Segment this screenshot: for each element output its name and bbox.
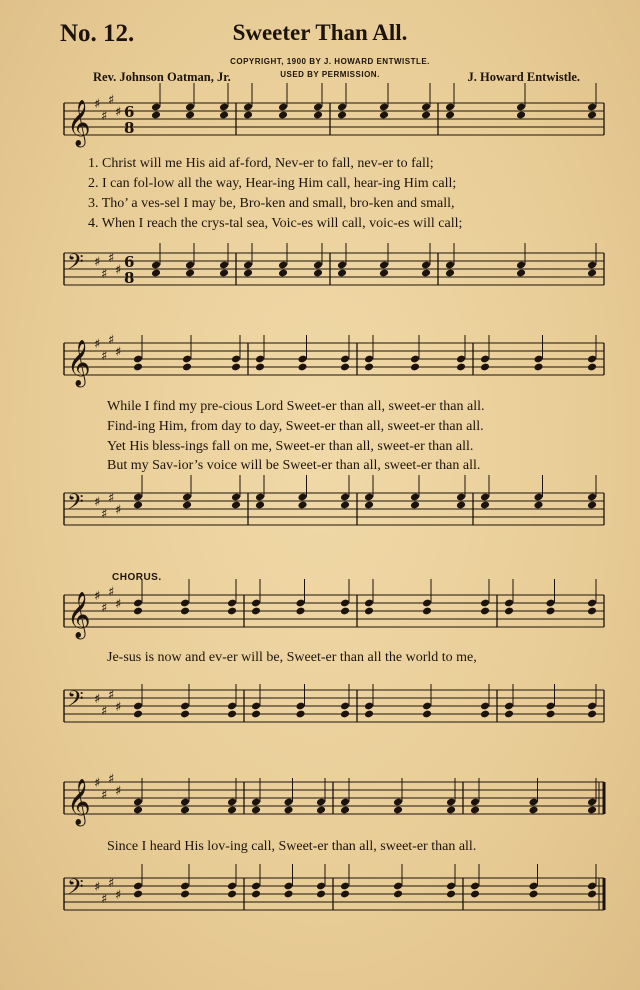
note-head [180, 890, 190, 899]
note-head [393, 806, 403, 815]
sharp-icon: ♯ [94, 255, 101, 270]
hymn-number: No. 12. [60, 20, 135, 47]
treble-clef-icon: 𝄞 [67, 100, 91, 146]
note-head [316, 806, 326, 815]
sharp-icon: ♯ [101, 788, 108, 803]
sharp-icon: ♯ [101, 892, 108, 907]
sharp-icon: ♯ [94, 692, 101, 707]
treble-clef-icon: 𝄞 [67, 779, 91, 825]
note-head [422, 710, 432, 719]
note-head [295, 607, 305, 616]
bass-clef-icon: 𝄢 [67, 490, 84, 520]
note-head [516, 111, 526, 120]
note-head [227, 710, 237, 719]
time-signature-bottom: 8 [124, 119, 135, 137]
note-head [185, 111, 195, 120]
note-head [251, 607, 261, 616]
note-head [151, 111, 161, 120]
note-head [133, 363, 143, 372]
note-head [313, 269, 323, 278]
lyricist-credit: Rev. Johnson Oatman, Jr. [93, 70, 231, 84]
verse-2-line-b: Find-ing Him, from day to day, Sweet-er than all, sweet-er than all. [107, 419, 484, 434]
note-head [182, 363, 192, 372]
note-head [133, 501, 143, 510]
hymn-title: Sweeter Than All. [232, 20, 408, 45]
note-head [340, 607, 350, 616]
bass-clef-icon: 𝄢 [67, 250, 84, 280]
note-head [545, 607, 555, 616]
note-head [219, 111, 229, 120]
note-head [283, 890, 293, 899]
note-head [364, 607, 374, 616]
note-head [587, 111, 597, 120]
sharp-icon: ♯ [94, 337, 101, 352]
sharp-icon: ♯ [115, 784, 122, 799]
sharp-icon: ♯ [94, 589, 101, 604]
note-head [587, 710, 597, 719]
note-head [504, 607, 514, 616]
note-head [185, 269, 195, 278]
note-head [364, 501, 374, 510]
note-head [516, 269, 526, 278]
note-head [528, 890, 538, 899]
sharp-icon: ♯ [115, 345, 122, 360]
sharp-icon: ♯ [108, 772, 115, 787]
verse-4-line-a: 4. When I reach the crys-tal sea, Voic-es will call, voic-es will call; [88, 216, 463, 231]
note-head [313, 111, 323, 120]
note-head [337, 111, 347, 120]
sharp-icon: ♯ [108, 251, 115, 266]
note-head [364, 710, 374, 719]
treble-clef-icon: 𝄞 [67, 340, 91, 386]
sharp-icon: ♯ [108, 688, 115, 703]
note-head [278, 269, 288, 278]
bass-clef-icon: 𝄢 [67, 687, 84, 717]
verse-1-line-a: 1. Christ will me His aid af-ford, Nev-er to fall, nev-er to fall; [88, 156, 434, 171]
copyright-line-1: COPYRIGHT, 1900 BY J. HOWARD ENTWISTLE. [230, 57, 430, 66]
note-head [219, 269, 229, 278]
sharp-icon: ♯ [101, 507, 108, 522]
sharp-icon: ♯ [115, 263, 122, 278]
note-head [379, 269, 389, 278]
time-signature-bottom: 8 [124, 269, 135, 287]
sharp-icon: ♯ [115, 888, 122, 903]
chorus-line-2: Since I heard His lov-ing call, Sweet-er than all, sweet-er than all. [107, 839, 477, 854]
note-head [340, 890, 350, 899]
note-head [251, 710, 261, 719]
sharp-icon: ♯ [108, 491, 115, 506]
note-head [480, 363, 490, 372]
sharp-icon: ♯ [101, 109, 108, 124]
sharp-icon: ♯ [115, 105, 122, 120]
note-head [456, 501, 466, 510]
sharp-icon: ♯ [94, 495, 101, 510]
chorus-line-1: Je-sus is now and ev-er will be, Sweet-er than all the world to me, [107, 650, 477, 665]
note-head [340, 806, 350, 815]
note-head [231, 363, 241, 372]
time-signature-top: 6 [124, 253, 135, 271]
note-head [295, 710, 305, 719]
sharp-icon: ♯ [94, 97, 101, 112]
note-head [227, 607, 237, 616]
sharp-icon: ♯ [108, 333, 115, 348]
verse-3-line-b: Yet His bless-ings fall on me, Sweet-er than all, sweet-er than all. [107, 439, 474, 454]
sharp-icon: ♯ [115, 700, 122, 715]
verse-4-line-b: But my Sav-ior’s voice will be Sweet-er than all, sweet-er than all. [107, 458, 481, 473]
note-head [379, 111, 389, 120]
note-head [133, 607, 143, 616]
sharp-icon: ♯ [101, 704, 108, 719]
note-head [283, 806, 293, 815]
note-head [545, 710, 555, 719]
note-head [587, 363, 597, 372]
sharp-icon: ♯ [108, 876, 115, 891]
note-head [445, 269, 455, 278]
sharp-icon: ♯ [94, 880, 101, 895]
note-head [180, 710, 190, 719]
note-head [480, 607, 490, 616]
note-head [255, 501, 265, 510]
note-head [446, 890, 456, 899]
note-head [587, 269, 597, 278]
note-head [528, 806, 538, 815]
bass-clef-icon: 𝄢 [67, 875, 84, 905]
note-head [316, 890, 326, 899]
note-head [421, 269, 431, 278]
note-head [533, 363, 543, 372]
note-head [297, 501, 307, 510]
sharp-icon: ♯ [108, 93, 115, 108]
note-head [151, 269, 161, 278]
note-head [180, 806, 190, 815]
note-head [587, 607, 597, 616]
note-head [456, 363, 466, 372]
composer-credit: J. Howard Entwistle. [467, 70, 580, 84]
time-signature-top: 6 [124, 103, 135, 121]
note-head [251, 806, 261, 815]
note-head [533, 501, 543, 510]
note-head [364, 363, 374, 372]
note-head [227, 806, 237, 815]
verse-2-line-a: 2. I can fol-low all the way, Hear-ing Him call, hear-ing Him call; [88, 176, 457, 191]
note-head [133, 710, 143, 719]
note-head [340, 501, 350, 510]
verse-3-line-a: 3. Tho’ a ves-sel I may be, Bro-ken and small, bro-ken and small, [88, 196, 455, 211]
note-head [180, 607, 190, 616]
note-head [480, 501, 490, 510]
note-head [504, 710, 514, 719]
note-head [480, 710, 490, 719]
treble-clef-icon: 𝄞 [67, 592, 91, 638]
note-head [133, 890, 143, 899]
note-head [227, 890, 237, 899]
sharp-icon: ♯ [115, 597, 122, 612]
sharp-icon: ♯ [94, 776, 101, 791]
chorus-label: CHORUS. [112, 572, 162, 583]
note-head [231, 501, 241, 510]
note-head [297, 363, 307, 372]
note-head [133, 806, 143, 815]
note-head [255, 363, 265, 372]
sharp-icon: ♯ [101, 349, 108, 364]
sharp-icon: ♯ [108, 585, 115, 600]
sharp-icon: ♯ [115, 503, 122, 518]
note-head [446, 806, 456, 815]
note-head [410, 363, 420, 372]
note-head [340, 363, 350, 372]
verse-1-line-b: While I find my pre-cious Lord Sweet-er than all, sweet-er than all. [107, 399, 485, 414]
note-head [587, 890, 597, 899]
note-head [470, 806, 480, 815]
note-head [470, 890, 480, 899]
sharp-icon: ♯ [101, 267, 108, 282]
note-head [337, 269, 347, 278]
note-head [587, 806, 597, 815]
note-head [278, 111, 288, 120]
note-head [445, 111, 455, 120]
note-head [421, 111, 431, 120]
note-head [243, 111, 253, 120]
note-head [587, 501, 597, 510]
sharp-icon: ♯ [101, 601, 108, 616]
note-head [410, 501, 420, 510]
note-head [393, 890, 403, 899]
note-head [243, 269, 253, 278]
note-head [182, 501, 192, 510]
note-head [340, 710, 350, 719]
copyright-line-2: USED BY PERMISSION. [280, 70, 380, 79]
note-head [251, 890, 261, 899]
note-head [422, 607, 432, 616]
